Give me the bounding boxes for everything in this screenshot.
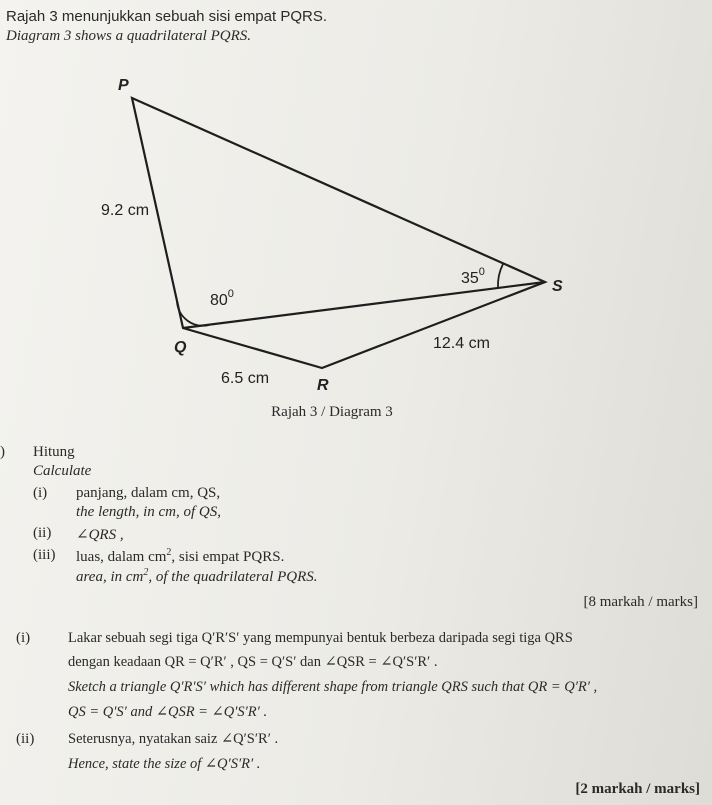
item-a-i-number: (i) [33, 485, 48, 501]
item-a-ii-number: (ii) [33, 525, 52, 541]
item-b-i-number: (i) [16, 630, 31, 646]
calculate-label: Calculate [33, 463, 92, 479]
item-a-iii-number: (iii) [33, 547, 56, 563]
hitung-label: Hitung [33, 444, 75, 460]
side-qr-label: 6.5 cm [221, 370, 270, 387]
vertex-s: S [552, 278, 563, 295]
part-a-marks: [8 markah / marks] [583, 594, 698, 610]
vertex-r: R [317, 377, 329, 394]
item-a-iii-malay: luas, dalam $cm^2$, sisi empat PQRS. [76, 547, 285, 565]
item-b-ii-english: Hence, state the size of ∠Q′S′R′ . [68, 756, 261, 772]
side-rs-label: 12.4 cm [433, 335, 490, 352]
side-pq-label: 9.2 cm [101, 202, 150, 219]
item-a-iii-english: area, in $cm^2$, of the quadrilateral PQRS. [76, 567, 318, 585]
vertex-q: Q [174, 339, 187, 356]
part-a-marker: ) [0, 444, 5, 460]
item-b-ii-malay: Seterusnya, nyatakan saiz ∠Q′S′R′ . [68, 731, 279, 747]
item-a-ii-text: ∠QRS , [76, 527, 124, 543]
item-b-i-english-line1: Sketch a triangle Q′R′S′ which has different shape from triangle QRS such that QR = Q′R′ , [68, 679, 598, 695]
intro-malay: Rajah 3 menunjukkan sebuah sisi empat PQRS. [6, 8, 328, 25]
item-b-ii-number: (ii) [16, 731, 35, 747]
item-b-i-malay-line2: dengan keadaan QR = Q′R′ , QS = Q′S′ dan ∠QSR = ∠Q′S′R′ . [68, 654, 438, 670]
vertex-p: P [118, 77, 129, 94]
item-b-i-english-line2: QS = Q′S′ and ∠QSR = ∠Q′S′R′ . [68, 704, 268, 720]
diagram-caption: Rajah 3 / Diagram 3 [271, 404, 393, 420]
intro-english: Diagram 3 shows a quadrilateral PQRS. [6, 28, 252, 44]
diagonal-qs [183, 282, 545, 328]
angle-q-label: $80^0$ [210, 288, 234, 309]
item-a-i-malay: panjang, dalam cm, QS, [76, 485, 221, 501]
angle-s-label: $35^0$ [461, 266, 485, 287]
item-b-i-malay-line1: Lakar sebuah segi tiga Q′R′S′ yang mempunyai bentuk berbeza daripada segi tiga QRS [68, 630, 573, 646]
part-b-marks: [2 markah / marks] [575, 781, 700, 797]
angle-arc-s [498, 264, 503, 288]
item-a-i-english: the length, in cm, of QS, [76, 504, 221, 520]
